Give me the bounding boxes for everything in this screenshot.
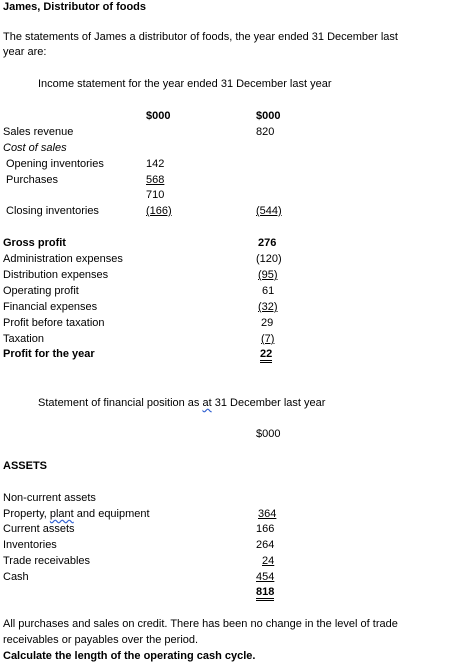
- profit-for-year-value: 22: [260, 348, 272, 363]
- intro-line-2: year are:: [3, 46, 47, 58]
- cost-of-sales-value: (544): [256, 205, 282, 217]
- profit-before-tax-value: 29: [261, 317, 274, 329]
- current-assets-label: Current assets: [3, 523, 75, 535]
- footer-line-1: All purchases and sales on credit. There has been no change in the level of trade: [3, 618, 398, 630]
- heading-part-2: 31 December last year: [211, 397, 326, 409]
- non-current-assets-label: Non-current assets: [3, 492, 96, 504]
- cost-of-sales-label: Cost of sales: [3, 142, 67, 154]
- financial-expenses-label: Financial expenses: [3, 301, 98, 313]
- profit-for-year-label: Profit for the year: [3, 348, 95, 360]
- heading-at: at: [202, 397, 212, 409]
- operating-profit-value: 61: [262, 285, 275, 297]
- ppe-part-2: and equipment: [73, 508, 150, 520]
- sales-label: Sales revenue: [3, 126, 74, 138]
- trade-receivables-label: Trade receivables: [3, 555, 91, 567]
- subtotal-value: 710: [146, 189, 165, 201]
- question: Calculate the length of the operating cash cycle.: [3, 650, 256, 662]
- purchases-label: Purchases: [6, 174, 58, 186]
- gross-profit-label: Gross profit: [3, 237, 66, 249]
- purchases-value: 568: [146, 174, 165, 186]
- ppe-plant: plant: [49, 508, 74, 520]
- cash-label: Cash: [3, 571, 29, 583]
- intro-line-1: The statements of James a distributor of foods, the year ended 31 December last: [3, 31, 398, 43]
- financial-position-heading: [38, 397, 325, 410]
- distribution-expenses-label: Distribution expenses: [3, 269, 109, 281]
- trade-receivables-value: 24: [262, 555, 275, 567]
- taxation-value: (7): [261, 333, 275, 345]
- taxation-label: Taxation: [3, 333, 44, 345]
- opening-inventories-label: Opening inventories: [6, 158, 104, 170]
- sales-value: 820: [256, 126, 275, 138]
- ppe-part-1: Property,: [3, 508, 50, 520]
- operating-profit-label: Operating profit: [3, 285, 79, 297]
- profit-before-tax-label: Profit before taxation: [3, 317, 105, 329]
- income-col2-header: $000: [256, 110, 281, 122]
- position-col-header: $000: [256, 428, 281, 440]
- inventories-value: 264: [256, 539, 275, 551]
- total-assets-value: 818: [256, 586, 274, 601]
- ppe-value: 364: [258, 508, 277, 520]
- distribution-expenses-value: (95): [258, 269, 278, 281]
- assets-label: ASSETS: [3, 460, 48, 472]
- footer-line-2: receivables or payables over the period.: [3, 634, 199, 646]
- ppe-label: [3, 508, 150, 521]
- admin-expenses-value: (120): [256, 253, 282, 265]
- cash-value: 454: [256, 571, 275, 583]
- admin-expenses-label: Administration expenses: [3, 253, 123, 265]
- opening-inventories-value: 142: [146, 158, 165, 170]
- closing-inventories-value: (166): [146, 205, 172, 217]
- income-col1-header: $000: [146, 110, 171, 122]
- gross-profit-value: 276: [258, 237, 277, 249]
- income-statement-heading: Income statement for the year ended 31 December last year: [38, 78, 332, 90]
- page-title: James, Distributor of foods: [3, 1, 147, 13]
- financial-expenses-value: (32): [258, 301, 278, 313]
- closing-inventories-label: Closing inventories: [6, 205, 99, 217]
- heading-part-1: Statement of financial position as: [38, 397, 203, 409]
- inventories-label: Inventories: [3, 539, 57, 551]
- current-assets-value: 166: [256, 523, 275, 535]
